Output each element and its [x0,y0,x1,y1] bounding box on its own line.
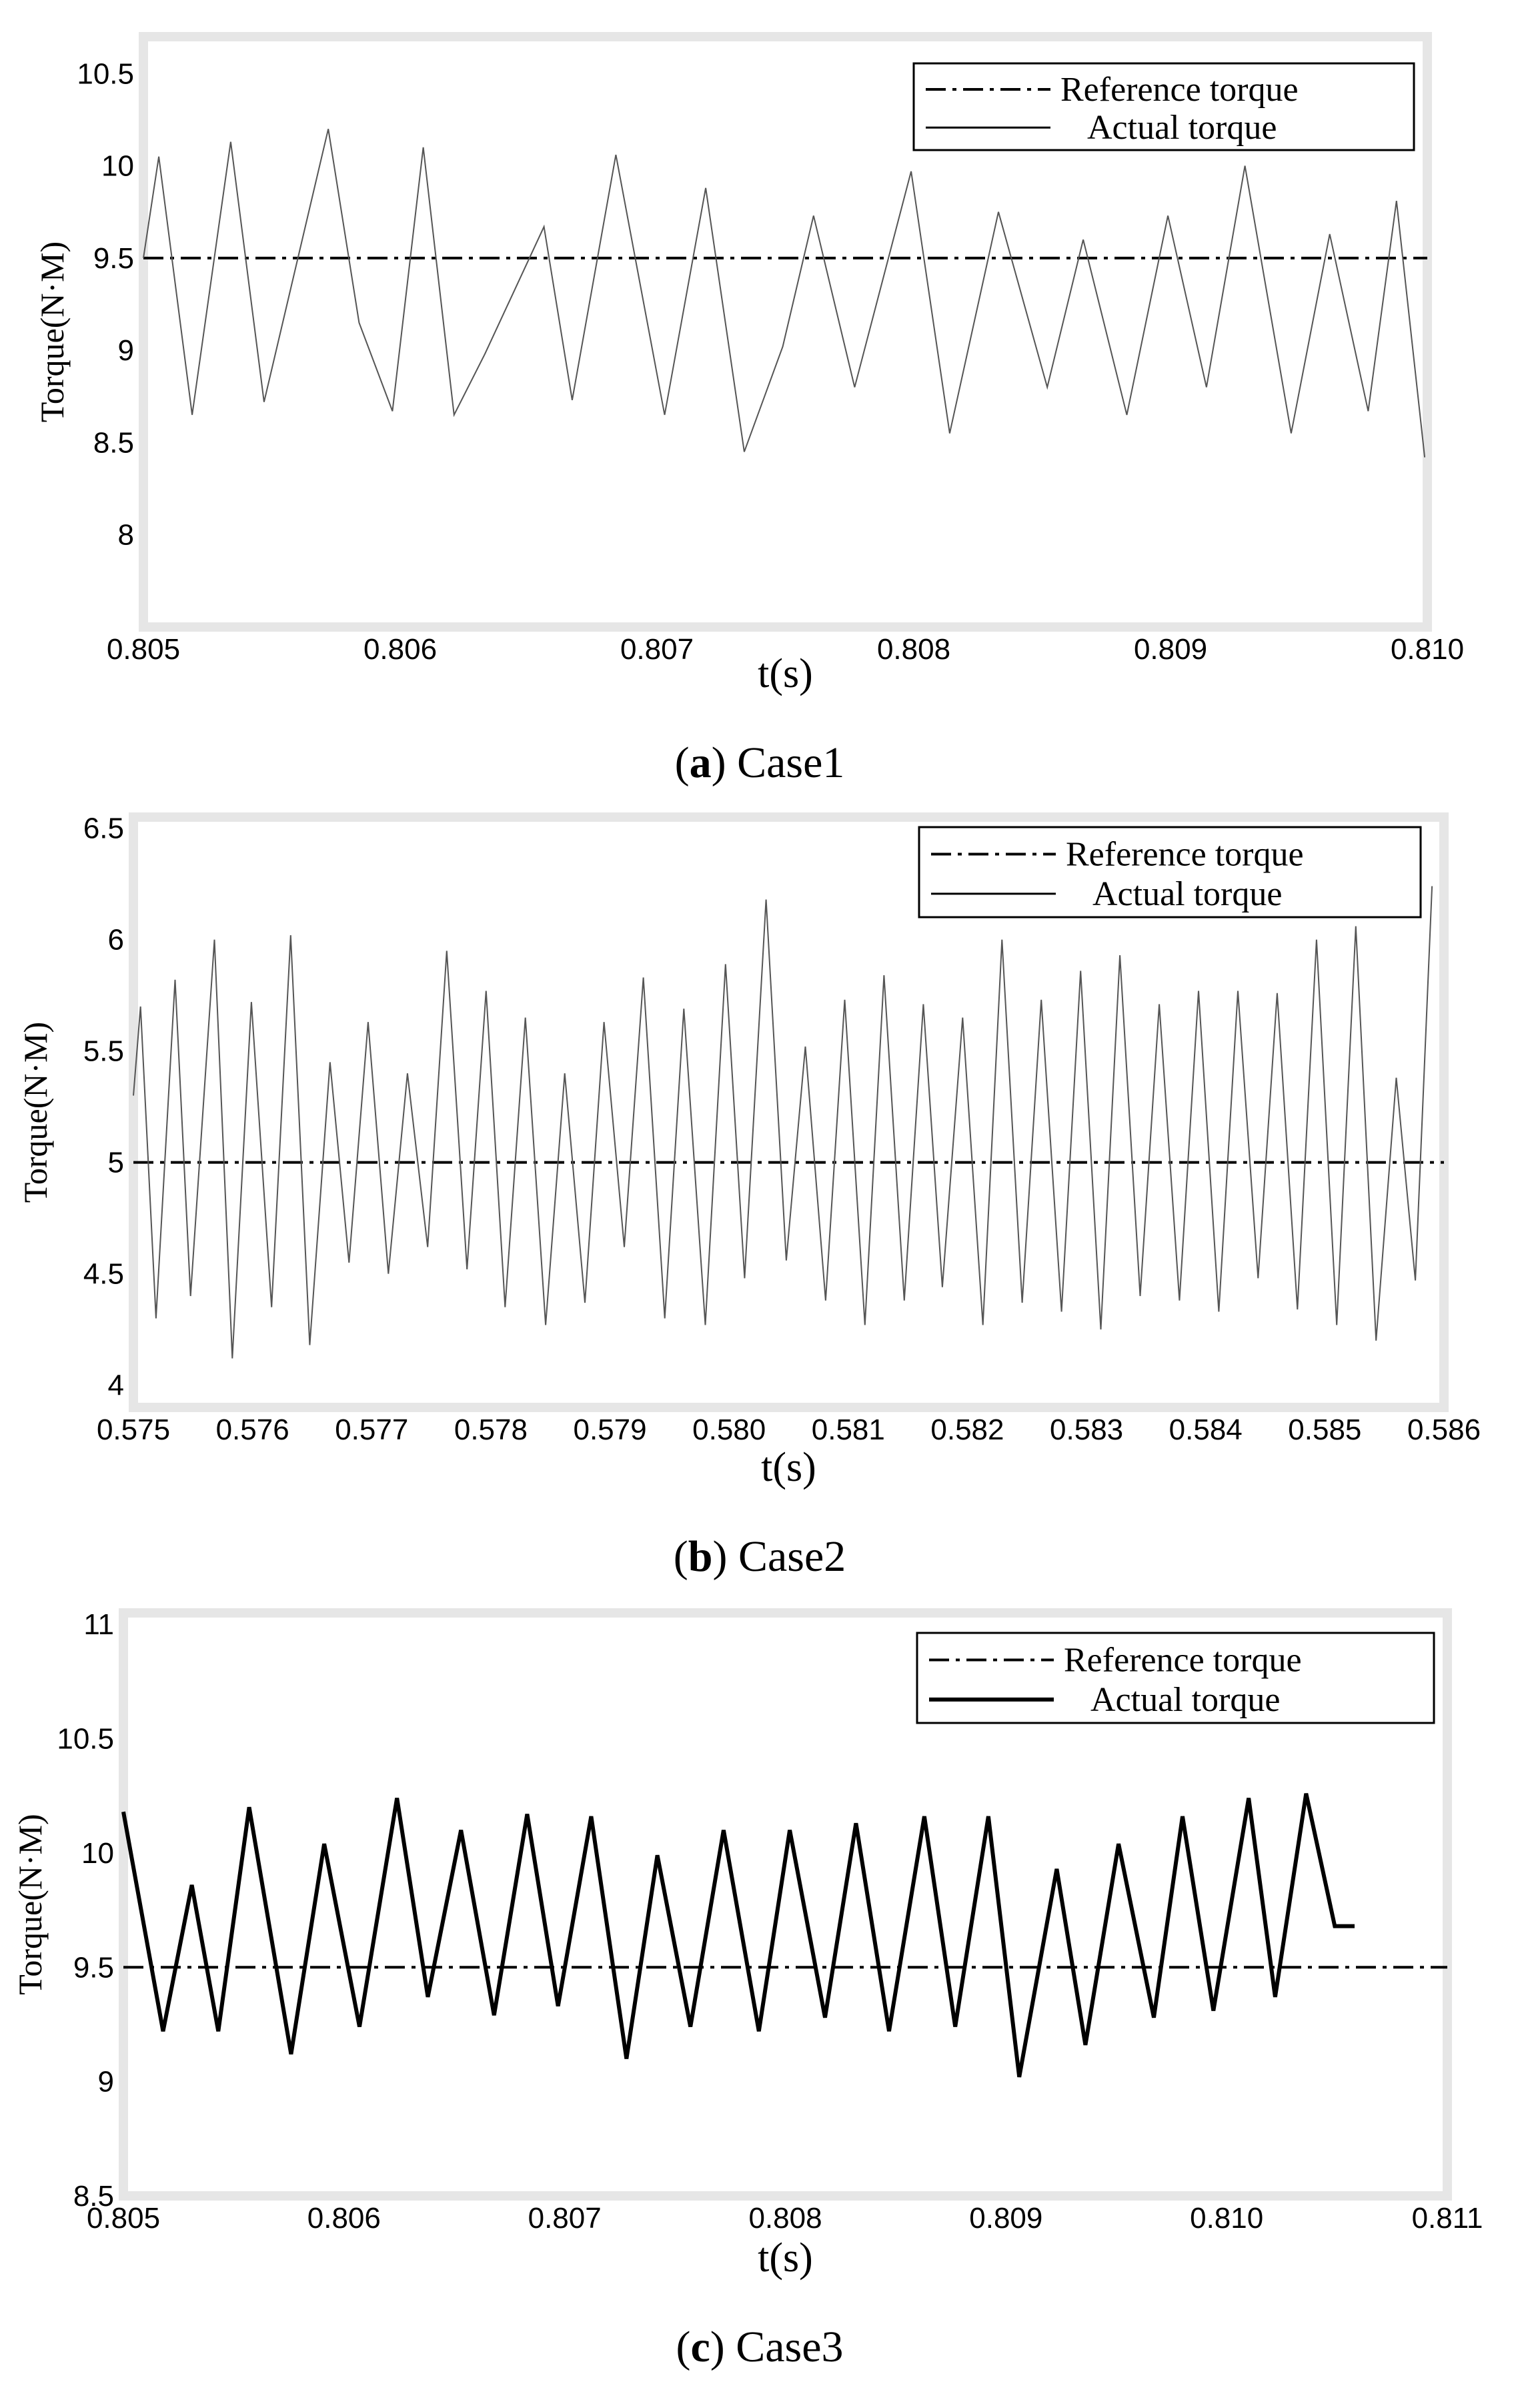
actual-torque-series [133,886,1432,1359]
legend-actual-label: Actual torque [1092,874,1283,913]
y-tick-label: 8.5 [73,2180,114,2213]
x-tick-label: 0.585 [1288,1413,1362,1446]
legend [917,1633,1434,1723]
y-tick-label: 11 [83,1608,114,1642]
y-tick-label: 9.5 [93,241,134,275]
x-tick-label: 0.810 [1190,2202,1264,2235]
x-tick-label: 0.581 [811,1413,885,1446]
y-tick-label: 8 [117,518,134,552]
y-axis-title: Torque(N·M) [33,241,71,423]
chart-panel-b [17,812,1481,1581]
x-tick-label: 0.809 [1133,633,1208,666]
x-tick-label: 0.805 [86,2202,161,2235]
x-tick-label: 0.575 [96,1413,171,1446]
y-tick-label: 9.5 [73,1951,114,1984]
caption-text: Case2 [738,1532,846,1581]
y-tick-label: 5.5 [83,1035,124,1068]
y-tick-label: 4 [107,1369,124,1402]
legend-reference-label: Reference torque [1064,1641,1302,1680]
chart-panel-a [33,37,1464,787]
x-tick-label: 0.806 [363,633,438,666]
x-tick-label: 0.577 [335,1413,409,1446]
x-tick-label: 0.806 [307,2202,381,2235]
caption-letter: b [688,1532,713,1581]
x-tick-label: 0.807 [620,633,694,666]
y-tick-label: 10.5 [57,1722,114,1756]
y-tick-label: 4.5 [83,1257,124,1291]
y-axis-title: Torque(N·M) [11,1814,49,1995]
y-tick-label: 10.5 [77,57,134,91]
x-tick-label: 0.807 [528,2202,602,2235]
y-tick-label: 6 [107,923,124,957]
caption-letter: c [690,2323,710,2371]
y-tick-label: 10 [101,149,134,183]
caption-text: Case1 [737,738,845,787]
x-tick-label: 0.808 [876,633,951,666]
x-tick-label: 0.808 [748,2202,822,2235]
chart-panel-c [11,1608,1483,2371]
caption-text: Case3 [736,2323,844,2371]
x-tick-label: 0.809 [969,2202,1043,2235]
y-tick-label: 9 [97,2065,114,2098]
x-tick-label: 0.578 [454,1413,528,1446]
panel-caption: (c) Case3 [676,2323,844,2371]
x-tick-label: 0.579 [573,1413,647,1446]
panel-caption: (a) Case1 [674,738,845,787]
x-tick-label: 0.805 [106,633,181,666]
actual-torque-series [123,1794,1355,2077]
legend-actual-label: Actual torque [1087,109,1277,147]
legend-reference-label: Reference torque [1060,71,1299,109]
x-axis-title: t(s) [758,2235,813,2281]
x-tick-label: 0.584 [1169,1413,1243,1446]
y-tick-label: 9 [117,334,134,368]
y-tick-label: 6.5 [83,812,124,845]
y-tick-label: 8.5 [93,426,134,460]
x-tick-label: 0.586 [1407,1413,1481,1446]
caption-letter: a [689,738,712,787]
y-axis-title: Torque(N·M) [17,1021,54,1203]
actual-torque-series [143,129,1425,457]
x-tick-label: 0.583 [1050,1413,1124,1446]
x-axis-title: t(s) [758,651,813,696]
legend-reference-label: Reference torque [1066,835,1304,874]
x-tick-label: 0.810 [1390,633,1465,666]
legend [919,827,1421,917]
legend-actual-label: Actual torque [1090,1680,1281,1719]
x-tick-label: 0.582 [930,1413,1004,1446]
y-tick-label: 10 [81,1836,114,1870]
x-tick-label: 0.580 [692,1413,766,1446]
x-axis-title: t(s) [761,1445,816,1490]
x-tick-label: 0.811 [1411,2202,1483,2235]
y-tick-label: 5 [107,1146,124,1179]
legend [914,63,1414,150]
panel-caption: (b) Case2 [673,1532,846,1581]
x-tick-label: 0.576 [215,1413,289,1446]
